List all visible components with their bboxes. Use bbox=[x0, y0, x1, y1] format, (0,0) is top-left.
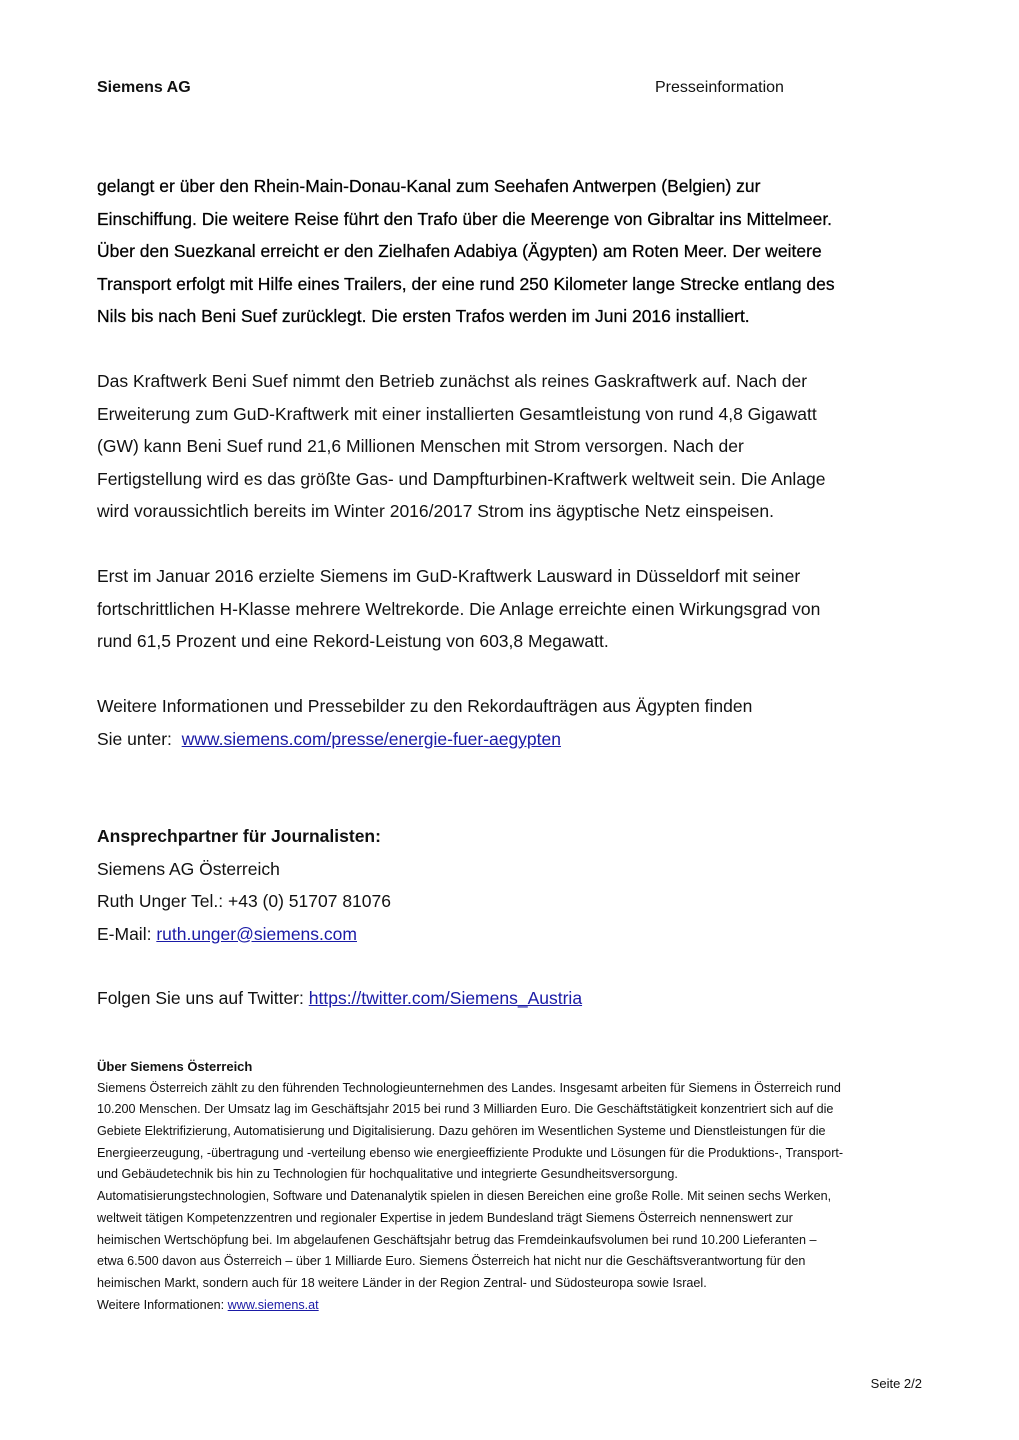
about-line: heimischen Markt, sondern auch für 18 weitere Länder in der Region Zentral- und Südosteuropa sowie Israel. bbox=[97, 1275, 707, 1290]
about-line: heimischen Wertschöpfung bei. Im abgelaufenen Geschäftsjahr betrug das Fremdeinkaufsvolumen bei rund 10.200 Lieferanten – bbox=[97, 1232, 817, 1247]
text-line: Erst im Januar 2016 erzielte Siemens im GuD-Kraftwerk Lausward in Düsseldorf mit seiner bbox=[97, 566, 801, 586]
more-info-link-line bbox=[97, 723, 937, 756]
text-line: fortschrittlichen H-Klasse mehrere Weltrekorde. Die Anlage erreichte einen Wirkungsgrad von bbox=[97, 598, 821, 619]
text-line: Nils bis nach Beni Suef zurücklegt. Die ersten Trafos werden im Juni 2016 installiert. bbox=[97, 306, 750, 326]
contact-block bbox=[97, 820, 937, 950]
about-title: Über Siemens Österreich bbox=[97, 1059, 253, 1074]
text-line: Transport erfolgt mit Hilfe eines Trailers, der eine rund 250 Kilometer lange Strecke entlang des bbox=[97, 273, 835, 294]
body-paragraph-2 bbox=[97, 365, 937, 528]
body-paragraph-1 bbox=[97, 170, 937, 333]
about-line: Gebiete Elektrifizierung, Automatisierung und Digitalisierung. Dazu gehören im Wesentlichen Systeme und Dienstleistungen für die bbox=[97, 1124, 826, 1139]
about-line: Energieerzeugung, -übertragung und -verteilung ebenso wie energieeffiziente Produkte und Lösungen für die Produktions-, Transport- bbox=[97, 1145, 844, 1160]
about-more-label: Weitere Informationen: bbox=[97, 1297, 225, 1312]
text-line: Das Kraftwerk Beni Suef nimmt den Betrieb zunächst als reines Gaskraftwerk auf. Nach der bbox=[97, 371, 808, 391]
document-type: Presseinformation bbox=[655, 79, 784, 96]
text-line: Einschiffung. Die weitere Reise führt den Trafo über die Meerenge von Gibraltar ins Mittelmeer. bbox=[97, 208, 833, 229]
about-line: 10.200 Menschen. Der Umsatz lag im Geschäftsjahr 2015 bei rund 3 Milliarden Euro. Die Geschäftstätigkeit konzentriert sich auf die bbox=[97, 1102, 834, 1117]
text-line: Über den Suezkanal erreicht er den Zielhafen Adabiya (Ägypten) am Roten Meer. Der weitere bbox=[97, 241, 822, 261]
text-line: rund 61,5 Prozent und eine Rekord-Leistung von 603,8 Megawatt. bbox=[97, 631, 609, 651]
more-info-prefix: Sie unter: bbox=[97, 728, 172, 749]
twitter-label: Folgen Sie uns auf Twitter: bbox=[97, 988, 304, 1008]
page-number: Seite 2/2 bbox=[870, 1376, 922, 1391]
siemens-at-link[interactable]: www.siemens.at bbox=[227, 1297, 319, 1312]
more-info-paragraph bbox=[97, 690, 937, 755]
contact-email-line bbox=[97, 918, 937, 951]
text-line: wird voraussichtlich bereits im Winter 2016/2017 Strom ins ägyptische Netz einspeisen. bbox=[97, 501, 774, 521]
twitter-line bbox=[97, 982, 937, 1015]
twitter-link[interactable]: https://twitter.com/Siemens_Austria bbox=[308, 988, 583, 1008]
text-line: Erweiterung zum GuD-Kraftwerk mit einer installierten Gesamtleistung von rund 4,8 Gigawatt bbox=[97, 403, 817, 424]
text-line: Fertigstellung wird es das größte Gas- und Dampfturbinen-Kraftwerk weltweit sein. Die Anlage bbox=[97, 468, 826, 489]
about-section bbox=[97, 1056, 927, 1316]
text-line: (GW) kann Beni Suef rund 21,6 Millionen Menschen mit Strom versorgen. Nach der bbox=[97, 436, 744, 456]
about-line: weltweit tätigen Kompetenzzentren und regionaler Expertise in jedem Bundesland trägt Siemens Österreich nennenswert zur bbox=[97, 1210, 793, 1225]
contact-heading: Ansprechpartner für Journalisten: bbox=[97, 826, 381, 846]
about-more-line bbox=[97, 1295, 927, 1317]
contact-organization: Siemens AG Österreich bbox=[97, 858, 280, 879]
email-label: E-Mail: bbox=[97, 923, 152, 944]
about-line: und Gebäudetechnik bis hin zu Technologien für hochqualitative und integrierte Gesundheitsversorgung. bbox=[97, 1167, 678, 1182]
body-paragraph-3 bbox=[97, 560, 937, 658]
about-line: Siemens Österreich zählt zu den führenden Technologieunternehmen des Landes. Insgesamt arbeiten für Siemens in Österreich rund bbox=[97, 1080, 841, 1095]
about-line: etwa 6.500 davon aus Österreich – über 1 Milliarde Euro. Siemens Österreich hat nicht nur die Geschäftsverantwortung für den bbox=[97, 1254, 806, 1269]
email-link[interactable]: ruth.unger@siemens.com bbox=[156, 923, 357, 944]
contact-person: Ruth Unger Tel.: +43 (0) 51707 81076 bbox=[97, 891, 391, 911]
more-info-text: Weitere Informationen und Pressebilder zu den Rekordaufträgen aus Ägypten finden bbox=[97, 696, 753, 716]
about-line: Automatisierungstechnologien, Software und Datenanalytik spielen in diesen Bereichen eine große Rolle. Mit seinen sechs Werken, bbox=[97, 1189, 832, 1204]
press-link[interactable]: www.siemens.com/presse/energie-fuer-aegypten bbox=[181, 728, 561, 749]
text-line: gelangt er über den Rhein-Main-Donau-Kanal zum Seehafen Antwerpen (Belgien) zur bbox=[97, 176, 761, 196]
company-name: Siemens AG bbox=[97, 79, 191, 96]
